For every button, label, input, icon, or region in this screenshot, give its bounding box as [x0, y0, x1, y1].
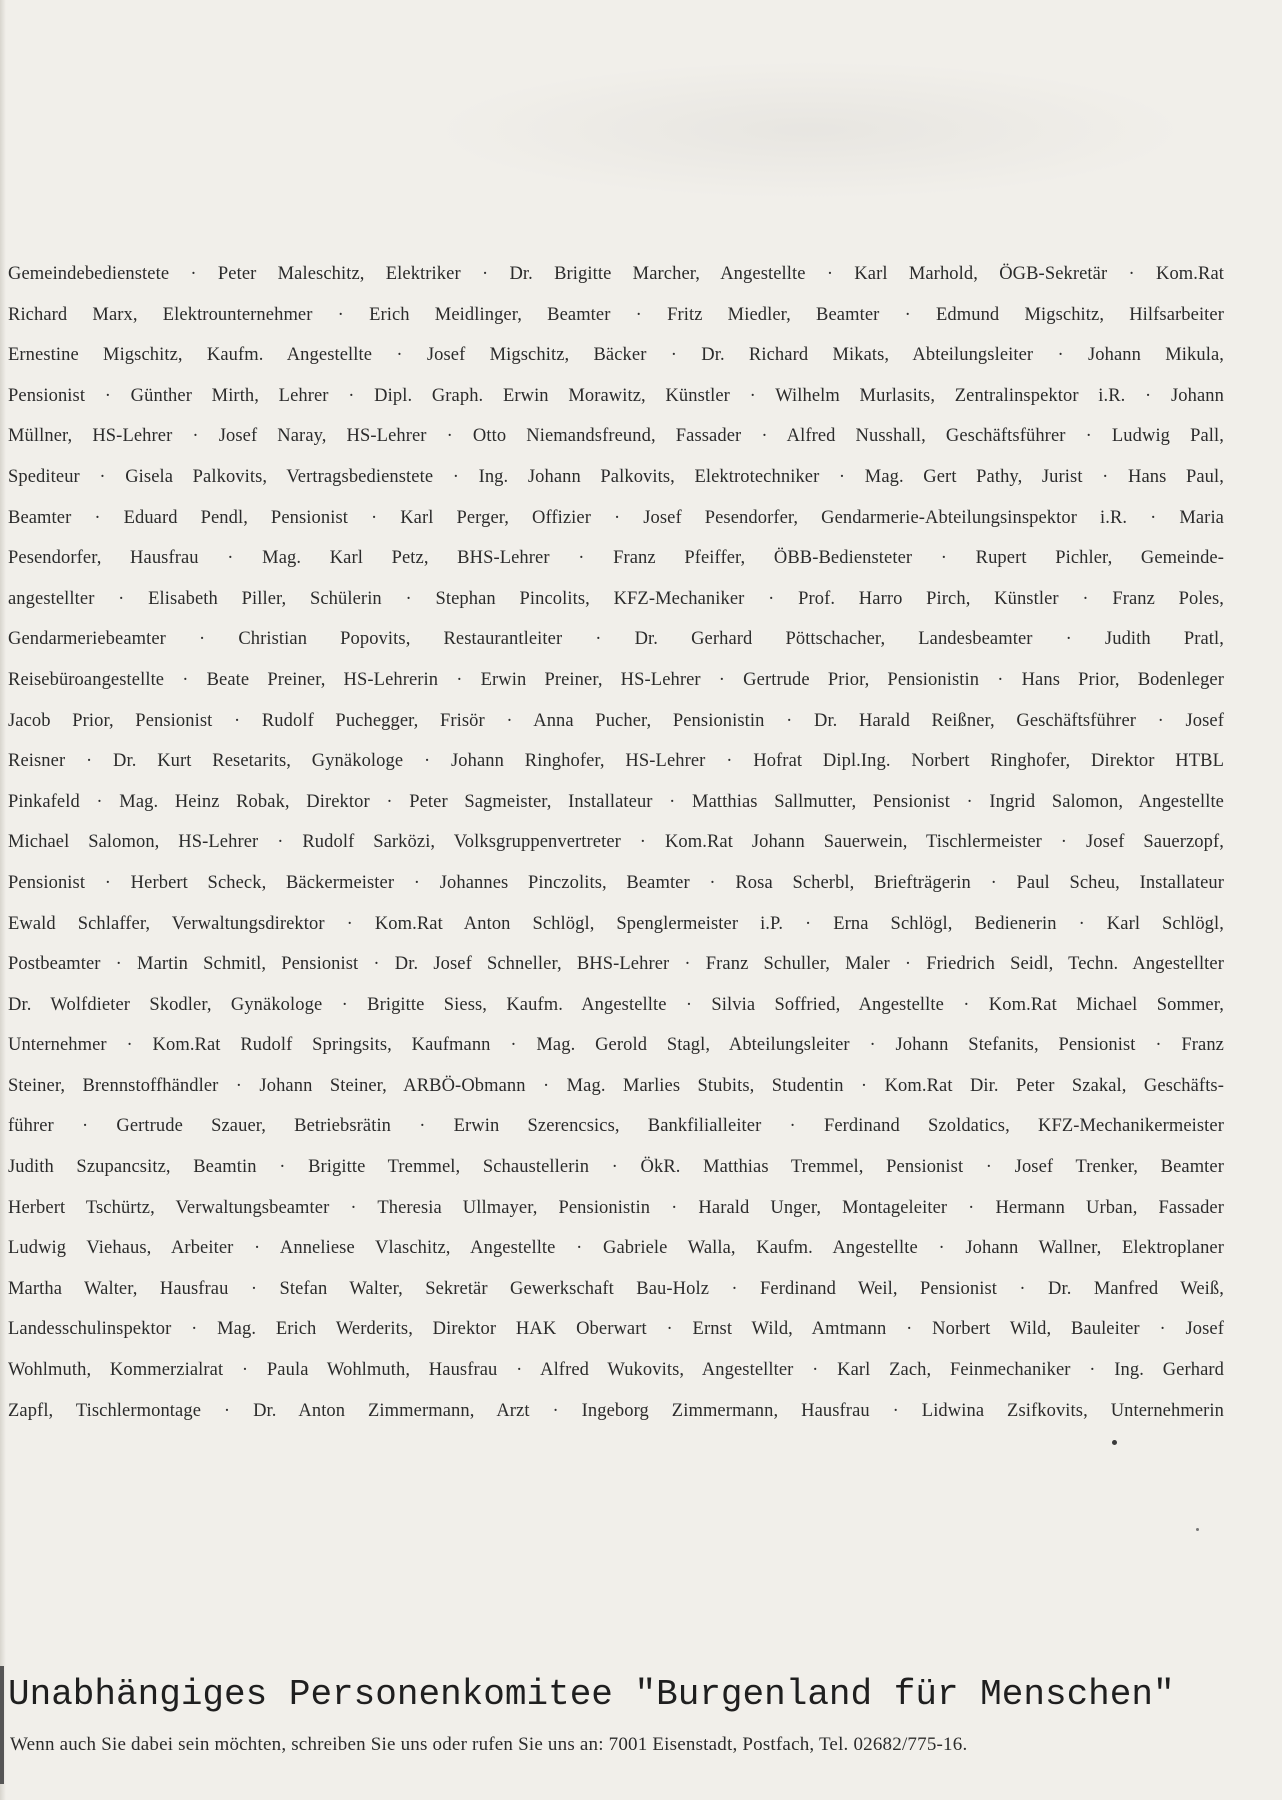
name-list-line: Wohlmuth, Kommerzialrat · Paula Wohlmuth, Hausfrau · Alfred Wukovits, Angestellter · Karl Zach, Feinmechaniker · Ing. Gerhard — [8, 1360, 1224, 1381]
name-list-line: Postbeamter · Martin Schmitl, Pensionist · Dr. Josef Schneller, BHS-Lehrer · Franz Schuller, Maler · Friedrich Seidl, Techn. Angestellter — [8, 954, 1224, 975]
name-list-line: Beamter · Eduard Pendl, Pensionist · Karl Perger, Offizier · Josef Pesendorfer, Gendarmerie-Abteilungsinspektor i.R. · Maria — [8, 507, 1224, 528]
name-list-line: Pinkafeld · Mag. Heinz Robak, Direktor · Peter Sagmeister, Installateur · Matthias Sallmutter, Pensionist · Ingrid Salomon, Angestellte — [8, 791, 1224, 812]
name-list-line: Michael Salomon, HS-Lehrer · Rudolf Sarközi, Volksgruppenvertreter · Kom.Rat Johann Sauerwein, Tischlermeister · Josef Sauerzopf, — [8, 832, 1224, 853]
footer-margin-rule — [0, 1666, 4, 1784]
show-through-shadow — [430, 60, 1190, 200]
name-list-line: führer · Gertrude Szauer, Betriebsrätin · Erwin Szerencsics, Bankfilialleiter · Ferdinand Szoldatics, KFZ-Mechanikermeister — [8, 1116, 1224, 1137]
supporter-name-list — [8, 254, 1224, 1431]
name-list-line: Zapfl, Tischlermontage · Dr. Anton Zimmermann, Arzt · Ingeborg Zimmermann, Hausfrau · Lidwina Zsifkovits, Unternehmerin — [8, 1400, 1224, 1421]
name-list-line: Gendarmeriebeamter · Christian Popovits, Restaurantleiter · Dr. Gerhard Pöttschacher, Landesbeamter · Judith Pratl, — [8, 629, 1224, 650]
name-list-line: Ewald Schlaffer, Verwaltungsdirektor · Kom.Rat Anton Schlögl, Spenglermeister i.P. · Erna Schlögl, Bedienerin · Karl Schlögl, — [8, 913, 1224, 934]
name-list-line: Jacob Prior, Pensionist · Rudolf Puchegger, Frisör · Anna Pucher, Pensionistin · Dr. Harald Reißner, Geschäftsführer · Josef — [8, 710, 1224, 731]
committee-title: Unabhängiges Personenkomitee "Burgenland für Menschen" — [8, 1674, 1175, 1715]
name-list-line: Pesendorfer, Hausfrau · Mag. Karl Petz, BHS-Lehrer · Franz Pfeiffer, ÖBB-Bediensteter · Rupert Pichler, Gemeinde- — [8, 548, 1224, 569]
name-list-line: Martha Walter, Hausfrau · Stefan Walter, Sekretär Gewerkschaft Bau-Holz · Ferdinand Weil, Pensionist · Dr. Manfred Weiß, — [8, 1278, 1224, 1299]
name-list-line: Reisebüroangestellte · Beate Preiner, HS-Lehrerin · Erwin Preiner, HS-Lehrer · Gertrude Prior, Pensionistin · Hans Prior, Bodenleger — [8, 669, 1224, 690]
list-end-bullet — [1112, 1440, 1117, 1445]
name-list-line: Judith Szupancsitz, Beamtin · Brigitte Tremmel, Schaustellerin · ÖkR. Matthias Tremmel, Pensionist · Josef Trenker, Beamter — [8, 1157, 1224, 1178]
name-list-line: Richard Marx, Elektrounternehmer · Erich Meidlinger, Beamter · Fritz Miedler, Beamter · Edmund Migschitz, Hilfsarbeiter — [8, 304, 1224, 325]
contact-invitation: Wenn auch Sie dabei sein möchten, schreiben Sie uns oder rufen Sie uns an: 7001 Eisenstadt, Postfach, Tel. 02682/775-16. — [10, 1734, 968, 1755]
name-list-line: Pensionist · Herbert Scheck, Bäckermeister · Johannes Pinczolits, Beamter · Rosa Scherbl, Briefträgerin · Paul Scheu, Installateur — [8, 872, 1224, 893]
name-list-line: Müllner, HS-Lehrer · Josef Naray, HS-Lehrer · Otto Niemandsfreund, Fassader · Alfred Nusshall, Geschäftsführer · Ludwig Pall, — [8, 426, 1224, 447]
name-list-line: Gemeindebedienstete · Peter Maleschitz, Elektriker · Dr. Brigitte Marcher, Angestellte · Karl Marhold, ÖGB-Sekretär · Kom.Rat — [8, 264, 1224, 284]
name-list-line: Unternehmer · Kom.Rat Rudolf Springsits, Kaufmann · Mag. Gerold Stagl, Abteilungsleiter · Johann Stefanits, Pensionist · Franz — [8, 1035, 1224, 1056]
name-list-line: Dr. Wolfdieter Skodler, Gynäkologe · Brigitte Siess, Kaufm. Angestellte · Silvia Soffried, Angestellte · Kom.Rat Michael Sommer, — [8, 994, 1224, 1015]
name-list-line: Landesschulinspektor · Mag. Erich Werderits, Direktor HAK Oberwart · Ernst Wild, Amtmann · Norbert Wild, Bauleiter · Josef — [8, 1319, 1224, 1340]
name-list-line: Ernestine Migschitz, Kaufm. Angestellte · Josef Migschitz, Bäcker · Dr. Richard Mikats, Abteilungsleiter · Johann Mikula, — [8, 345, 1224, 366]
name-list-line: angestellter · Elisabeth Piller, Schülerin · Stephan Pincolits, KFZ-Mechaniker · Prof. Harro Pirch, Künstler · Franz Poles, — [8, 588, 1224, 609]
name-list-line: Ludwig Viehaus, Arbeiter · Anneliese Vlaschitz, Angestellte · Gabriele Walla, Kaufm. Angestellte · Johann Wallner, Elektroplaner — [8, 1238, 1224, 1259]
page-binding-edge — [0, 0, 6, 1800]
name-list-line: Herbert Tschürtz, Verwaltungsbeamter · Theresia Ullmayer, Pensionistin · Harald Unger, Montageleiter · Hermann Urban, Fassader — [8, 1197, 1224, 1218]
name-list-line: Steiner, Brennstoffhändler · Johann Steiner, ARBÖ-Obmann · Mag. Marlies Stubits, Studentin · Kom.Rat Dir. Peter Szakal, Geschäfts- — [8, 1075, 1224, 1096]
name-list-line: Reisner · Dr. Kurt Resetarits, Gynäkologe · Johann Ringhofer, HS-Lehrer · Hofrat Dipl.Ing. Norbert Ringhofer, Direktor HTBL — [8, 751, 1224, 772]
name-list-line: Pensionist · Günther Mirth, Lehrer · Dipl. Graph. Erwin Morawitz, Künstler · Wilhelm Murlasits, Zentralinspektor i.R. · Johann — [8, 385, 1224, 406]
name-list-line: Spediteur · Gisela Palkovits, Vertragsbedienstete · Ing. Johann Palkovits, Elektrotechniker · Mag. Gert Pathy, Jurist · Hans Paul, — [8, 466, 1224, 487]
print-speck-mark — [1196, 1528, 1199, 1531]
